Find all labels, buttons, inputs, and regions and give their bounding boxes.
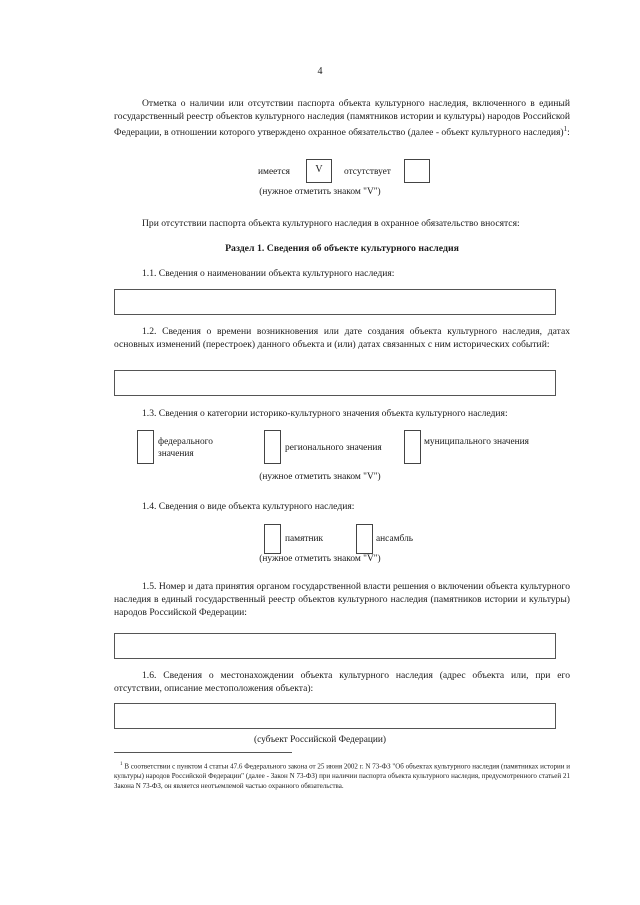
s1-6-caption: (субъект Российской Федерации) bbox=[253, 735, 387, 745]
passport-absent-checkbox[interactable] bbox=[404, 159, 430, 183]
category-federal-label: федерального значения bbox=[158, 437, 213, 459]
s1-2-label: 1.2. Сведения о времени возникновения или дате создания объекта культурного наследия, датах основных изменений (перестроек) данного объекта и (или) датах связанных с ним исторических событий: bbox=[114, 326, 570, 350]
s1-2-field[interactable] bbox=[114, 370, 556, 396]
s1-6-field[interactable] bbox=[114, 703, 556, 729]
passport-has-checkbox[interactable]: V bbox=[306, 159, 332, 183]
s1-3-label: 1.3. Сведения о категории историко-культурного значения объекта культурного наследия: bbox=[142, 408, 508, 419]
category-municipal-label: муниципального значения bbox=[424, 437, 529, 447]
s1-4-hint: (нужное отметить знаком "V") bbox=[259, 554, 381, 564]
category-regional-checkbox[interactable] bbox=[264, 430, 281, 464]
category-municipal-checkbox[interactable] bbox=[404, 430, 421, 464]
s1-3-hint: (нужное отметить знаком "V") bbox=[259, 472, 381, 482]
s1-1-field[interactable] bbox=[114, 289, 556, 315]
footnote-text: В соответствии с пунктом 4 статьи 47.6 Федерального закона от 25 июня 2002 г. N 73-ФЗ "Об объектах культурного наследия (памятниках истории и культуры) народов Российской Федерации" (далее - Закон N 73-ФЗ) при наличии паспорта объекта культурного наследия, предусмотренного статьей 21 Закона N 73-ФЗ, он является неотъемлемой частью охранного обязательства. bbox=[114, 762, 571, 791]
s1-6-label: 1.6. Сведения о местонахождении объекта культурного наследия (адрес объекта или, при его отсутствии, описание местоположения объекта): bbox=[114, 670, 570, 694]
footnote-divider bbox=[114, 752, 292, 753]
category-regional-label: регионального значения bbox=[285, 443, 382, 453]
section-title: Раздел 1. Сведения об объекте культурного наследия bbox=[225, 243, 459, 254]
footnote bbox=[114, 760, 570, 791]
s1-5-field[interactable] bbox=[114, 633, 556, 659]
passport-absent-label: отсутствует bbox=[344, 167, 391, 177]
type-ensemble-label: ансамбль bbox=[376, 534, 414, 544]
s1-1-label: 1.1. Сведения о наименовании объекта культурного наследия: bbox=[142, 268, 395, 279]
intro-tail: : bbox=[567, 127, 570, 139]
s1-4-label: 1.4. Сведения о виде объекта культурного наследия: bbox=[142, 501, 355, 512]
s1-5-label: 1.5. Номер и дата принятия органом государственной власти решения о включении объекта культурного наследия в единый государственный реестр объектов культурного наследия (памятников истории и культуры) народов Российской Федерации: bbox=[114, 581, 570, 618]
passport-has-label: имеется bbox=[258, 167, 290, 177]
footnote-ref: 1 bbox=[563, 125, 568, 133]
footnote-number: 1 bbox=[120, 762, 123, 767]
passport-hint: (нужное отметить знаком "V") bbox=[259, 187, 381, 197]
absence-note: При отсутствии паспорта объекта культурного наследия в охранное обязательство вносятся: bbox=[142, 218, 520, 229]
type-ensemble-checkbox[interactable] bbox=[356, 524, 373, 554]
intro-text: Отметка о наличии или отсутствии паспорта объекта культурного наследия, включенного в единый государственный реестр объектов культурного наследия (памятников истории и культуры) народов Российской Федерации, в отношении которого утверждено охранное обязательство (далее - объект культурного наследия) bbox=[114, 98, 570, 139]
page-number: 4 bbox=[317, 66, 323, 77]
category-federal-checkbox[interactable] bbox=[137, 430, 154, 464]
type-monument-label: памятник bbox=[285, 534, 324, 544]
type-monument-checkbox[interactable] bbox=[264, 524, 281, 554]
intro-paragraph bbox=[114, 97, 570, 139]
